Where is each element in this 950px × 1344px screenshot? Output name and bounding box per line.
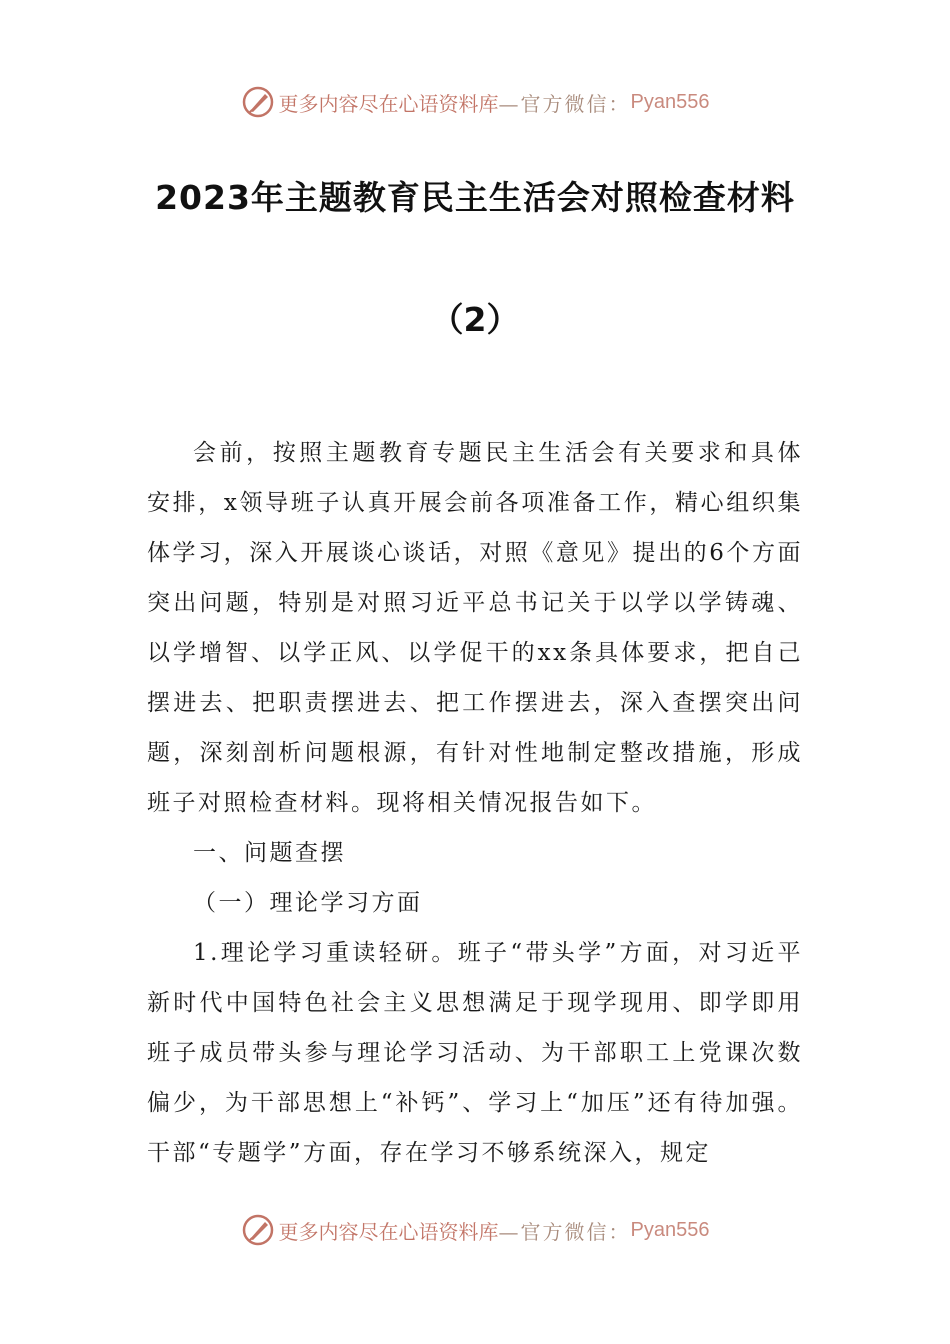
subsection-heading: （一）理论学习方面 <box>193 890 423 916</box>
document-subtitle: （2） <box>430 300 520 339</box>
watermark-wechat-id: Pyan556 <box>630 90 710 113</box>
watermark-text: 更多内容尽在心语资料库 <box>278 91 499 116</box>
watermark-header <box>0 82 950 122</box>
quill-logo-icon <box>241 85 275 119</box>
watermark-footer <box>0 1210 950 1250</box>
watermark-label: —官方微信： <box>498 1219 631 1244</box>
paragraph-item-1: 1.理论学习重读轻研。班子“带头学”方面，对习近平新时代中国特色社会主义思想满足于现学现用、即学即用班子成员带头参与理论学习活动、为干部职工上党课次数偏少，为干部思想上“补钙”、学习上“加压”还有待加强。干部“专题学”方面，存在学习不够系统深入，规定 <box>147 940 803 1166</box>
watermark-wechat-id: Pyan556 <box>630 1218 710 1241</box>
document-title: 2023年主题教育民主生活会对照检查材料 <box>155 178 795 217</box>
watermark-label: —官方微信： <box>498 91 631 116</box>
document-body <box>147 428 803 1178</box>
section-heading: 一、问题查摆 <box>193 840 346 866</box>
quill-logo-icon <box>241 1213 275 1247</box>
paragraph-intro: 会前，按照主题教育专题民主生活会有关要求和具体安排，x领导班子认真开展会前各项准备工作，精心组织集体学习，深入开展谈心谈话，对照《意见》提出的6个方面突出问题，特别是对照习近平总书记关于以学以学铸魂、以学增智、以学正风、以学促干的xx条具体要求，把自己摆进去、把职责摆进去、把工作摆进去，深入查摆突出问题，深刻剖析问题根源，有针对性地制定整改措施，形成班子对照检查材料。现将相关情况报告如下。 <box>147 440 803 816</box>
watermark-text: 更多内容尽在心语资料库 <box>278 1219 499 1244</box>
